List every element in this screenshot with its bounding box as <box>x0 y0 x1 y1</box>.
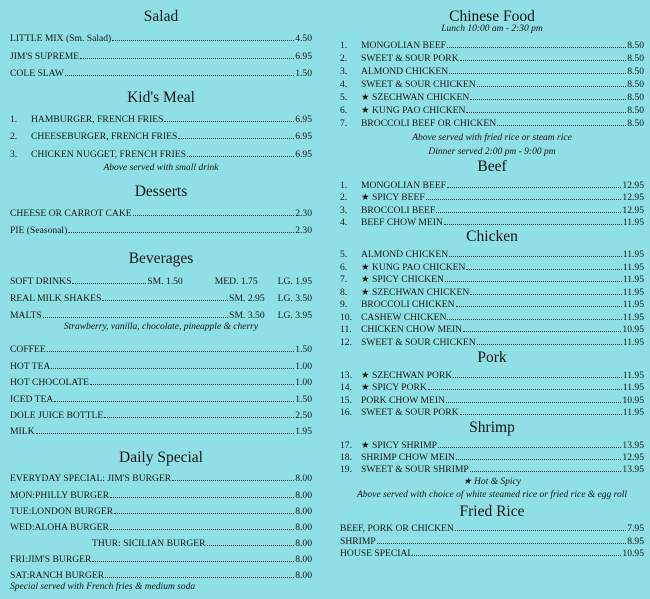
menu-item-milk-shakes <box>10 292 312 304</box>
desserts-title: Desserts <box>134 183 188 200</box>
item-number: 3. <box>340 205 348 216</box>
menu-item <box>10 409 312 421</box>
item-price: 8.50 <box>627 79 644 90</box>
item-price: 8.00 <box>295 506 312 517</box>
item-name: WED:ALOHA BURGER <box>10 522 109 533</box>
item-name: SHRIMP <box>340 536 376 547</box>
item-price: 11.95 <box>622 312 644 323</box>
item-number: 17. <box>340 440 352 451</box>
item-number: 4. <box>340 79 348 90</box>
leader-dots <box>104 417 294 418</box>
item-price: 8.00 <box>295 538 312 549</box>
menu-item <box>340 52 644 64</box>
item-price: 12.95 <box>622 205 644 216</box>
leader-dots <box>172 480 294 481</box>
menu-item <box>340 91 644 103</box>
leader-dots <box>447 319 621 320</box>
item-name: CHEESE OR CARROT CAKE <box>10 208 132 219</box>
leader-dots <box>477 86 627 87</box>
item-name: ALMOND CHICKEN <box>361 249 449 260</box>
leader-dots <box>470 99 626 100</box>
item-number: 11. <box>340 324 352 335</box>
menu-item <box>340 104 644 116</box>
item-name: BROCCOLI CHICKEN <box>361 299 455 310</box>
leader-dots <box>414 555 621 556</box>
item-price: 8.50 <box>627 66 644 77</box>
item-price: 8.50 <box>627 92 644 103</box>
item-number: 1. <box>340 40 348 51</box>
menu-item <box>340 286 644 298</box>
menu-item <box>340 535 644 547</box>
menu-item <box>10 32 312 44</box>
leader-dots <box>449 73 626 74</box>
item-number: 3. <box>340 66 348 77</box>
menu-item <box>10 393 312 405</box>
item-number: 5. <box>340 92 348 103</box>
item-name: BROCCOLI BEEF OR CHICKEN <box>361 118 497 129</box>
leader-dots <box>455 530 626 531</box>
item-name: SOFT DRINKS <box>10 276 72 287</box>
daily-special-note: Special served with French fries & medium soda <box>10 582 196 592</box>
leader-dots <box>47 351 294 352</box>
item-number: 7. <box>340 274 348 285</box>
leader-dots <box>436 212 621 213</box>
item-name: SWEET & SOUR PORK <box>361 407 459 418</box>
size-lg-price: LG. 3.50 <box>277 293 312 304</box>
item-name: CHEESEBURGER, FRENCH FRIES <box>31 131 178 142</box>
item-name: FRI:JIM'S BURGER <box>10 554 92 565</box>
item-name: ★ SZECHWAN PORK <box>361 370 453 381</box>
leader-dots <box>110 497 294 498</box>
item-number: 12. <box>340 337 352 348</box>
leader-dots <box>463 331 621 332</box>
dinner-hours: Dinner served 2:00 pm - 9:00 pm <box>428 147 556 157</box>
item-name: CHICKEN NUGGET, FRENCH FRIES <box>31 149 186 160</box>
hot-spicy-legend: ★ Hot & Spicy <box>463 477 521 487</box>
size-lg-price: LG. 3.95 <box>277 310 312 321</box>
item-name: CASHEW CHICKEN <box>361 312 447 323</box>
chinese-served-note: Above served with fried rice or steam rice <box>412 133 572 143</box>
size-sm-price: SM. 3.50 <box>229 310 265 321</box>
leader-dots <box>164 121 294 122</box>
item-price: 8.50 <box>627 118 644 129</box>
item-number: 18. <box>340 452 352 463</box>
item-price: 11.95 <box>622 299 644 310</box>
menu-item <box>10 425 312 437</box>
item-number: 16. <box>340 407 352 418</box>
item-price: 10.95 <box>622 548 644 559</box>
item-price: 11.95 <box>622 274 644 285</box>
menu-item <box>340 439 644 451</box>
menu-item <box>10 537 312 549</box>
item-name: SWEET & SOUR CHICKEN <box>361 79 476 90</box>
menu-item <box>340 311 644 323</box>
item-name: TUE:LONDON BURGER <box>10 506 114 517</box>
leader-dots <box>110 529 294 530</box>
menu-item <box>10 505 312 517</box>
item-name: EVERYDAY SPECIAL: JIM'S BURGER <box>10 473 172 484</box>
menu-item <box>10 472 312 484</box>
item-number: 9. <box>340 299 348 310</box>
leader-dots <box>178 138 294 139</box>
leader-dots <box>447 47 626 48</box>
item-name: DOLE JUICE BOTTLE <box>10 410 104 421</box>
item-name: PORK CHOW MEIN <box>361 395 446 406</box>
item-name: MILK <box>10 426 35 437</box>
menu-item <box>10 50 312 62</box>
menu-item <box>340 451 644 463</box>
item-price: 8.50 <box>627 53 644 64</box>
item-price: 8.00 <box>295 570 312 581</box>
menu-item <box>340 369 644 381</box>
menu-item <box>340 381 644 393</box>
salad-title: Salad <box>143 8 179 25</box>
item-name: ★ KUNG PAO CHICKEN <box>361 105 466 116</box>
leader-dots <box>444 224 622 225</box>
menu-item <box>10 207 312 219</box>
leader-dots <box>446 402 621 403</box>
item-price: 8.00 <box>295 473 312 484</box>
item-number: 7. <box>340 118 348 129</box>
item-price: 1.00 <box>295 361 312 372</box>
item-name: BEEF, PORK OR CHICKEN <box>340 523 454 534</box>
menu-item <box>10 130 312 142</box>
item-name: THUR: SICILIAN BURGER <box>92 538 206 549</box>
item-name: BROCCOLI BEEF <box>361 205 436 216</box>
item-price: 8.00 <box>295 490 312 501</box>
size-sm-price: SM. 1.50 <box>147 276 183 287</box>
leader-dots <box>426 199 622 200</box>
item-name: PIE (Seasonal) <box>10 225 68 236</box>
menu-item <box>340 463 644 475</box>
menu-item <box>340 191 644 203</box>
menu-item <box>340 323 644 335</box>
item-price: 11.95 <box>622 370 644 381</box>
beverages-title: Beverages <box>128 250 194 267</box>
item-number: 2. <box>10 131 18 142</box>
item-price: 4.50 <box>295 33 312 44</box>
kids-meal-title: Kid's Meal <box>127 89 195 106</box>
item-name: HOT CHOCOLATE <box>10 377 89 388</box>
item-name: ALMOND CHICKEN <box>361 66 449 77</box>
item-name: ★ SPICY BEEF <box>361 192 425 203</box>
item-name: ★ SPICY PORK <box>361 382 427 393</box>
item-price: 2.30 <box>295 225 312 236</box>
leader-dots <box>470 471 622 472</box>
menu-item <box>340 336 644 348</box>
item-name: MONGOLIAN BEEF <box>361 180 447 191</box>
item-price: 8.00 <box>295 522 312 533</box>
leader-dots <box>80 58 294 59</box>
menu-item <box>340 298 644 310</box>
item-name: ★ SZECHWAN CHICKEN <box>361 287 470 298</box>
leader-dots <box>377 543 626 544</box>
item-name: MALTS <box>10 310 42 321</box>
leader-dots <box>497 125 626 126</box>
item-price: 6.95 <box>295 114 312 125</box>
item-name: ★ KUNG PAO CHICKEN <box>361 262 466 273</box>
leader-dots <box>54 401 294 402</box>
kids-meal-note: Above served with small drink <box>103 163 219 173</box>
item-price: 6.95 <box>295 131 312 142</box>
leader-dots <box>453 377 622 378</box>
beef-title: Beef <box>477 158 507 175</box>
menu-item <box>340 179 644 191</box>
item-price: 11.95 <box>622 262 644 273</box>
item-number: 1. <box>10 114 18 125</box>
leader-dots <box>114 513 294 514</box>
item-number: 6. <box>340 262 348 273</box>
item-name: MONGOLIAN BEEF <box>361 40 447 51</box>
item-name: COFFEE <box>10 344 46 355</box>
item-price: 12.95 <box>622 192 644 203</box>
item-number: 2. <box>340 53 348 64</box>
item-name: ★ SPICY SHRIMP <box>361 440 437 451</box>
item-price: 11.95 <box>622 287 644 298</box>
leader-dots <box>105 577 294 578</box>
item-price: 11.95 <box>622 337 644 348</box>
item-price: 6.95 <box>295 51 312 62</box>
item-number: 8. <box>340 287 348 298</box>
leader-dots <box>51 368 294 369</box>
shrimp-title: Shrimp <box>469 419 515 436</box>
menu-item <box>10 224 312 236</box>
menu-item <box>10 67 312 79</box>
menu-item <box>340 65 644 77</box>
item-price: 12.95 <box>622 180 644 191</box>
item-price: 1.50 <box>295 344 312 355</box>
item-number: 6. <box>340 105 348 116</box>
menu-item <box>10 360 312 372</box>
leader-dots <box>102 300 228 301</box>
shrimp-served-note: Above served with choice of white steamed rice or fried rice & egg roll <box>356 490 628 500</box>
menu-item <box>10 376 312 388</box>
item-name: ICED TEA <box>10 394 54 405</box>
chicken-title: Chicken <box>466 228 518 245</box>
item-price: 8.00 <box>295 554 312 565</box>
item-name: HOUSE SPECIAL <box>340 548 414 559</box>
item-price: 10.95 <box>622 324 644 335</box>
leader-dots <box>466 269 621 270</box>
leader-dots <box>90 384 294 385</box>
item-price: 7.95 <box>627 523 644 534</box>
item-name: HOT TEA <box>10 361 51 372</box>
menu-item <box>10 553 312 565</box>
item-price: 1.50 <box>295 394 312 405</box>
menu-item <box>10 113 312 125</box>
size-sm-price: SM. 2.95 <box>229 293 265 304</box>
leader-dots <box>112 40 294 41</box>
item-name: HAMBURGER, FRENCH FRIES <box>31 114 164 125</box>
menu-item <box>10 343 312 355</box>
leader-dots <box>445 281 622 282</box>
pork-title: Pork <box>477 349 507 366</box>
item-name: REAL MILK SHAKES <box>10 293 102 304</box>
item-name: ★ SPICY CHICKEN <box>361 274 444 285</box>
item-name: SHRIMP CHOW MEIN <box>361 452 455 463</box>
item-price: 13.95 <box>622 464 644 475</box>
leader-dots <box>68 232 294 233</box>
leader-dots <box>449 256 622 257</box>
leader-dots <box>92 561 294 562</box>
leader-dots <box>43 317 229 318</box>
item-price: 8.50 <box>627 40 644 51</box>
item-name: SWEET & SOUR SHRIMP <box>361 464 469 475</box>
item-name: MON:PHILLY BURGER <box>10 490 110 501</box>
menu-item <box>340 248 644 260</box>
daily-special-title: Daily Special <box>119 449 203 466</box>
shake-flavors-note: Strawberry, vanilla, chocolate, pineapple & cherry <box>63 322 259 332</box>
menu-item <box>10 148 312 160</box>
leader-dots <box>207 545 295 546</box>
leader-dots <box>36 433 295 434</box>
item-number: 3. <box>10 149 18 160</box>
leader-dots <box>72 283 146 284</box>
leader-dots <box>456 306 622 307</box>
menu-item <box>10 569 312 581</box>
menu-item <box>340 204 644 216</box>
item-number: 1. <box>340 180 348 191</box>
menu-item <box>340 522 644 534</box>
leader-dots <box>187 156 294 157</box>
item-price: 10.95 <box>622 395 644 406</box>
item-price: 11.95 <box>622 217 644 228</box>
menu-item <box>10 521 312 533</box>
item-price: 8.50 <box>627 105 644 116</box>
item-price: 6.95 <box>295 149 312 160</box>
item-price: 2.30 <box>295 208 312 219</box>
item-name: LITTLE MIX (Sm. Salad) <box>10 33 112 44</box>
item-number: 13. <box>340 370 352 381</box>
menu-item <box>10 489 312 501</box>
item-name: SWEET & SOUR CHICKEN <box>361 337 476 348</box>
item-name: BEEF CHOW MEIN <box>361 217 443 228</box>
leader-dots <box>65 75 294 76</box>
item-price: 13.95 <box>622 440 644 451</box>
item-price: 1.00 <box>295 377 312 388</box>
item-name: JIM'S SUPREME <box>10 51 80 62</box>
leader-dots <box>133 215 295 216</box>
menu-item <box>340 39 644 51</box>
item-price: 11.95 <box>622 382 644 393</box>
item-name: SAT:RANCH BURGER <box>10 570 105 581</box>
menu-item <box>340 261 644 273</box>
menu-item <box>340 547 644 559</box>
item-name: SWEET & SOUR PORK <box>361 53 459 64</box>
item-number: 19. <box>340 464 352 475</box>
leader-dots <box>438 447 621 448</box>
item-number: 4. <box>340 217 348 228</box>
menu-item <box>340 394 644 406</box>
menu-item <box>340 78 644 90</box>
item-price: 2.50 <box>295 410 312 421</box>
leader-dots <box>447 187 621 188</box>
leader-dots <box>428 389 622 390</box>
item-name: COLE SLAW <box>10 68 64 79</box>
leader-dots <box>456 459 622 460</box>
item-number: 14. <box>340 382 352 393</box>
item-price: 1.50 <box>295 68 312 79</box>
item-number: 10. <box>340 312 352 323</box>
leader-dots <box>460 414 622 415</box>
menu-item-malts <box>10 309 312 321</box>
leader-dots <box>477 344 622 345</box>
item-number: 15. <box>340 395 352 406</box>
menu-item <box>340 406 644 418</box>
leader-dots <box>470 294 621 295</box>
item-number: 5. <box>340 249 348 260</box>
item-price: 11.95 <box>622 249 644 260</box>
item-number: 2. <box>340 192 348 203</box>
item-price: 11.95 <box>622 407 644 418</box>
item-price: 8.95 <box>627 536 644 547</box>
item-price: 1.95 <box>295 426 312 437</box>
menu-item <box>340 216 644 228</box>
leader-dots <box>466 112 626 113</box>
size-lg-price: LG. 1.95 <box>277 276 312 287</box>
item-name: CHICKEN CHOW MEIN <box>361 324 463 335</box>
menu-item-soft-drinks <box>10 275 312 287</box>
item-price: 12.95 <box>622 452 644 463</box>
chinese-food-title: Chinese Food <box>449 8 535 25</box>
size-med-price: MED. 1.75 <box>214 276 258 287</box>
leader-dots <box>460 60 627 61</box>
item-name: ★ SZECHWAN CHICKEN <box>361 92 470 103</box>
lunch-hours: Lunch 10:00 am - 2:30 pm <box>441 24 543 34</box>
menu-item <box>340 273 644 285</box>
menu-item <box>340 117 644 129</box>
fried-rice-title: Fried Rice <box>459 503 525 520</box>
